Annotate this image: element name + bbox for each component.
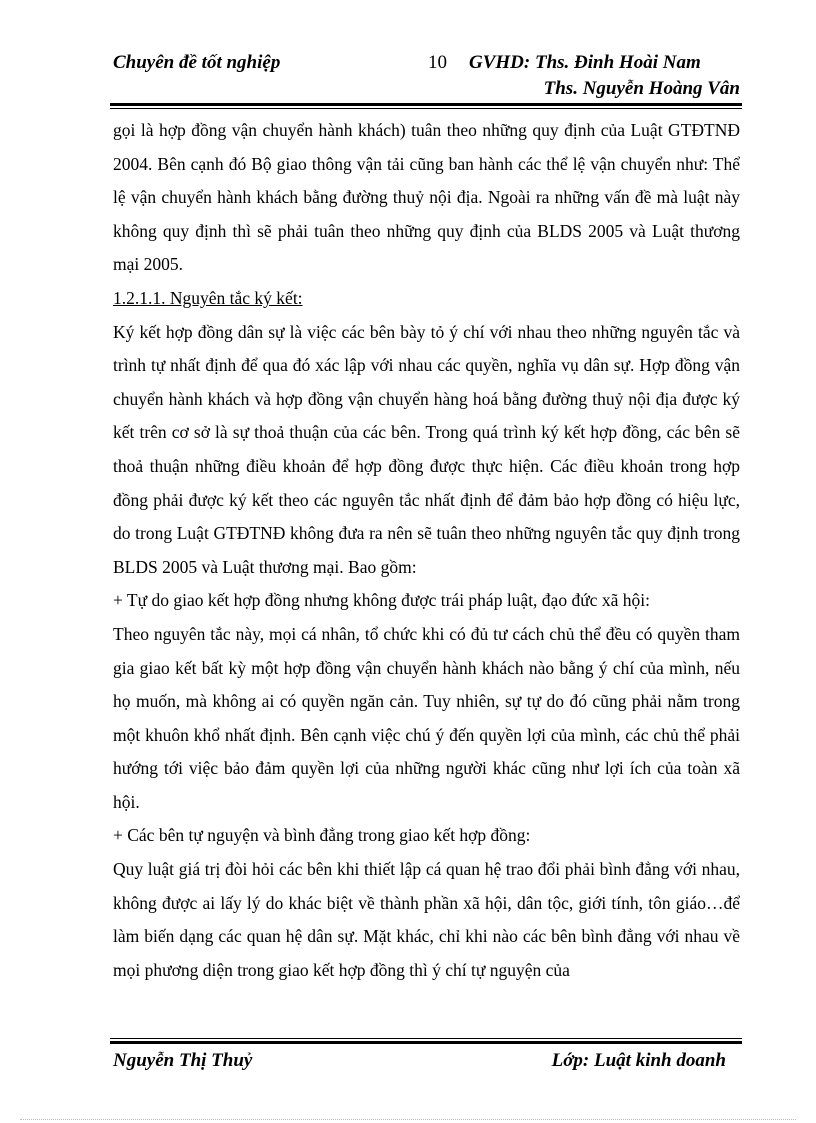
paragraph-intro: gọi là hợp đồng vận chuyển hành khách) tuân theo những quy định của Luật GTĐTNĐ 2004. Bên cạnh đó Bộ giao thông vận tải cũng ban hành các thể lệ vận chuyển như: Thể lệ vận chuyển hành khách bằng đường thuỷ nội địa. Ngoài ra những vấn đề mà luật này không quy định thì sẽ phải tuân theo những quy định của BLDS 2005 và Luật thương mại 2005. [113, 120, 740, 275]
principle-equality: + Các bên tự nguyện và bình đẳng trong giao kết hợp đồng: [113, 825, 531, 846]
section-heading: 1.2.1.1. Nguyên tắc ký kết: [113, 287, 303, 308]
footer-class: Lớp: Luật kinh doanh [551, 1050, 726, 1071]
paragraph-equality: Quy luật giá trị đòi hỏi các bên khi thiết lập cá quan hệ trao đổi phải bình đẳng với nhau, không được ai lấy lý do khác biệt về thành phần xã hội, dân tộc, giới tính, tôn giáo…để làm biến dạng các quan hệ dân sự. Mặt khác, chỉ khi nào các bên bình đẳng với nhau về mọi phương diện trong giao kết hợp đồng thì ý chí tự nguyện của [113, 859, 740, 980]
paragraph-signing: Ký kết hợp đồng dân sự là việc các bên bày tỏ ý chí với nhau theo những nguyên tắc và trình tự nhất định để qua đó xác lập với nhau các quyền, nghĩa vụ dân sự. Hợp đồng vận chuyển hành khách và hợp đồng vận chuyển hàng hoá bằng đường thuỷ nội địa được ký kết trên cơ sở là sự thoả thuận của các bên. Trong quá trình ký kết hợp đồng, các bên sẽ thoả thuận những điều khoản để hợp đồng được thực hiện. Các điều khoản trong hợp đồng phải được ký kết theo các nguyên tắc nhất định để đảm bảo hợp đồng có hiệu lực, do trong Luật GTĐTNĐ không đưa ra nên sẽ tuân theo những nguyên tắc quy định trong BLDS 2005 và Luật thương mại. Bao gồm: [113, 321, 740, 577]
header-supervisor-line-2: Ths. Nguyễn Hoàng Vân [543, 78, 740, 99]
header-rule-thin [110, 108, 742, 109]
header-supervisor-line-1: GVHD: Ths. Đinh Hoài Nam [469, 52, 701, 73]
page-number: 10 [428, 52, 447, 73]
footer-author: Nguyễn Thị Thuỷ [113, 1050, 253, 1071]
footer-rule-thin [110, 1038, 742, 1039]
header-rule-thick [110, 103, 742, 106]
page-edge-divider [20, 1119, 796, 1120]
header-title: Chuyên đề tốt nghiệp [113, 52, 281, 73]
principle-freedom: + Tự do giao kết hợp đồng nhưng không được trái pháp luật, đạo đức xã hội: [113, 590, 650, 611]
footer-rule-thick [110, 1041, 742, 1044]
paragraph-freedom: Theo nguyên tắc này, mọi cá nhân, tổ chức khi có đủ tư cách chủ thể đều có quyền tham gia giao kết bất kỳ một hợp đồng vận chuyển hành khách nào bằng ý chí của mình, nếu họ muốn, mà không ai có quyền ngăn cản. Tuy nhiên, sự tự do đó cũng phải nằm trong một khuôn khổ nhất định. Bên cạnh việc chú ý đến quyền lợi của mình, các chủ thể phải hướng tới việc bảo đảm quyền lợi của những người khác cũng như lợi ích của toàn xã hội. [113, 623, 740, 812]
body-content [113, 114, 740, 987]
